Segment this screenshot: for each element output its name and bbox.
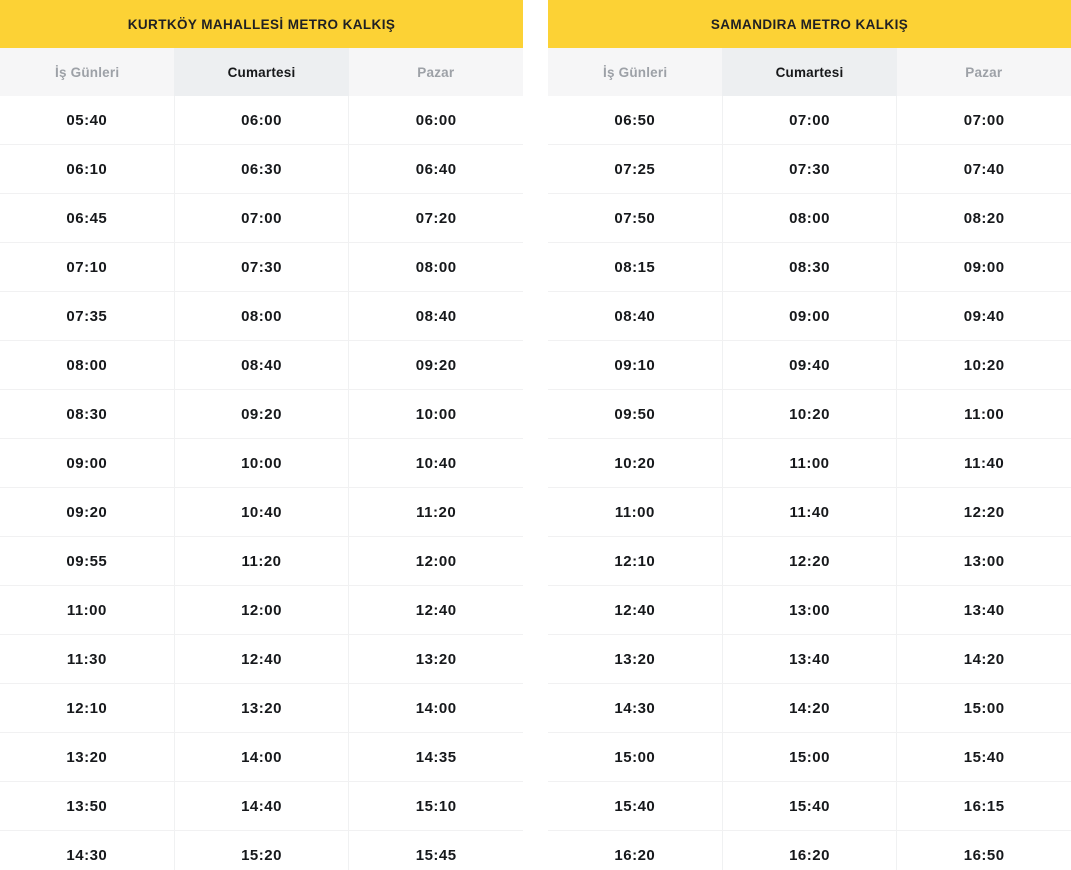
time-cell: 06:00 — [348, 96, 523, 144]
time-cell: 09:20 — [174, 390, 349, 438]
time-cell: 11:40 — [896, 439, 1071, 487]
timetable-body — [548, 96, 1071, 870]
day-header-row — [0, 48, 523, 96]
table-row — [0, 96, 523, 145]
time-cell: 13:00 — [722, 586, 897, 634]
time-cell: 11:20 — [174, 537, 349, 585]
time-cell: 09:55 — [66, 552, 108, 570]
time-cell: 12:40 — [174, 635, 349, 683]
table-row — [0, 635, 523, 684]
time-cell: 07:30 — [722, 145, 897, 193]
time-cell: 15:40 — [722, 782, 897, 830]
table-row — [548, 537, 1071, 586]
table-row — [0, 194, 523, 243]
time-cell: 15:00 — [896, 684, 1071, 732]
time-cell: 14:20 — [896, 635, 1071, 683]
table-row — [548, 831, 1071, 870]
time-cell: 07:40 — [896, 145, 1071, 193]
time-cell: 09:40 — [722, 341, 897, 389]
table-row — [548, 341, 1071, 390]
table-row — [0, 782, 523, 831]
time-cell: 13:20 — [348, 635, 523, 683]
time-cell: 07:00 — [722, 96, 897, 144]
time-cell: 07:00 — [174, 194, 349, 242]
time-cell: 11:40 — [722, 488, 897, 536]
table-row — [0, 733, 523, 782]
table-title-bar — [548, 0, 1071, 48]
time-cell: 06:30 — [174, 145, 349, 193]
time-cell: 06:40 — [348, 145, 523, 193]
time-cell: 07:30 — [174, 243, 349, 291]
time-cell: 09:00 — [66, 454, 108, 472]
time-cell: 09:00 — [722, 292, 897, 340]
time-cell: 06:45 — [66, 209, 108, 227]
time-cell: 08:40 — [614, 307, 656, 325]
table-row — [0, 292, 523, 341]
tab-sunday[interactable]: Pazar — [417, 64, 455, 80]
time-cell: 08:30 — [722, 243, 897, 291]
table-row — [0, 390, 523, 439]
time-cell: 08:40 — [348, 292, 523, 340]
time-cell: 07:00 — [896, 96, 1071, 144]
time-cell: 08:00 — [174, 292, 349, 340]
time-cell: 10:20 — [614, 454, 656, 472]
time-cell: 12:10 — [614, 552, 656, 570]
table-row — [0, 439, 523, 488]
table-row — [0, 684, 523, 733]
time-cell: 08:00 — [722, 194, 897, 242]
tab-sunday[interactable]: Pazar — [965, 64, 1003, 80]
time-cell: 09:10 — [614, 356, 656, 374]
table-title: KURTKÖY MAHALLESİ METRO KALKIŞ — [127, 16, 396, 32]
time-cell: 08:00 — [66, 356, 108, 374]
time-cell: 10:00 — [348, 390, 523, 438]
time-cell: 11:00 — [66, 601, 107, 619]
table-row — [0, 145, 523, 194]
time-cell: 07:25 — [614, 160, 656, 178]
time-cell: 14:40 — [174, 782, 349, 830]
table-row — [548, 96, 1071, 145]
timetable-samandira — [548, 0, 1071, 870]
time-cell: 15:00 — [722, 733, 897, 781]
time-cell: 15:10 — [348, 782, 523, 830]
table-row — [0, 341, 523, 390]
time-cell: 12:00 — [348, 537, 523, 585]
time-cell: 08:40 — [174, 341, 349, 389]
timetable-kurtkoy — [0, 0, 523, 870]
time-cell: 10:20 — [896, 341, 1071, 389]
time-cell: 07:35 — [66, 307, 108, 325]
time-cell: 11:00 — [896, 390, 1071, 438]
table-row — [0, 586, 523, 635]
time-cell: 16:20 — [614, 846, 656, 864]
table-row — [548, 586, 1071, 635]
time-cell: 08:30 — [66, 405, 108, 423]
time-cell: 12:10 — [66, 699, 108, 717]
time-cell: 15:40 — [614, 797, 656, 815]
table-row — [548, 145, 1071, 194]
table-row — [0, 243, 523, 292]
table-row — [548, 243, 1071, 292]
table-row — [548, 390, 1071, 439]
table-row — [548, 635, 1071, 684]
time-cell: 09:40 — [896, 292, 1071, 340]
table-row — [548, 439, 1071, 488]
time-cell: 14:30 — [66, 846, 108, 864]
time-cell: 12:40 — [348, 586, 523, 634]
table-row — [548, 292, 1071, 341]
time-cell: 13:40 — [896, 586, 1071, 634]
time-cell: 07:10 — [66, 258, 108, 276]
tab-weekdays[interactable]: İş Günleri — [603, 64, 668, 80]
table-row — [548, 194, 1071, 243]
day-header-row — [548, 48, 1071, 96]
time-cell: 09:00 — [896, 243, 1071, 291]
tab-saturday[interactable]: Cumartesi — [174, 48, 348, 96]
time-cell: 13:20 — [66, 748, 108, 766]
time-cell: 13:20 — [614, 650, 656, 668]
time-cell: 11:20 — [348, 488, 523, 536]
time-cell: 12:00 — [174, 586, 349, 634]
time-cell: 15:20 — [174, 831, 349, 870]
tab-saturday[interactable]: Cumartesi — [722, 48, 896, 96]
table-row — [548, 684, 1071, 733]
time-cell: 10:40 — [348, 439, 523, 487]
time-cell: 12:20 — [722, 537, 897, 585]
table-row — [0, 537, 523, 586]
time-cell: 08:15 — [614, 258, 656, 276]
time-cell: 13:20 — [174, 684, 349, 732]
time-cell: 08:00 — [348, 243, 523, 291]
time-cell: 14:35 — [348, 733, 523, 781]
time-cell: 15:00 — [614, 748, 656, 766]
time-cell: 13:00 — [896, 537, 1071, 585]
table-title-bar — [0, 0, 523, 48]
time-cell: 14:00 — [174, 733, 349, 781]
table-row — [548, 733, 1071, 782]
time-cell: 06:50 — [614, 111, 656, 129]
time-cell: 12:40 — [614, 601, 656, 619]
time-cell: 10:20 — [722, 390, 897, 438]
time-cell: 09:50 — [614, 405, 656, 423]
time-cell: 14:20 — [722, 684, 897, 732]
time-cell: 11:00 — [614, 503, 655, 521]
time-cell: 13:50 — [66, 797, 108, 815]
time-cell: 11:30 — [66, 650, 107, 668]
time-cell: 16:50 — [896, 831, 1071, 870]
table-row — [548, 782, 1071, 831]
time-cell: 14:00 — [348, 684, 523, 732]
time-cell: 07:50 — [614, 209, 656, 227]
time-cell: 05:40 — [66, 111, 108, 129]
time-cell: 08:20 — [896, 194, 1071, 242]
time-cell: 07:20 — [348, 194, 523, 242]
time-cell: 06:10 — [66, 160, 108, 178]
table-row — [0, 831, 523, 870]
timetable-body — [0, 96, 523, 870]
time-cell: 06:00 — [174, 96, 349, 144]
tab-weekdays[interactable]: İş Günleri — [55, 64, 120, 80]
time-cell: 12:20 — [896, 488, 1071, 536]
time-cell: 16:20 — [722, 831, 897, 870]
time-cell: 16:15 — [896, 782, 1071, 830]
time-cell: 15:45 — [348, 831, 523, 870]
table-row — [0, 488, 523, 537]
time-cell: 10:40 — [174, 488, 349, 536]
table-row — [548, 488, 1071, 537]
time-cell: 15:40 — [896, 733, 1071, 781]
time-cell: 09:20 — [348, 341, 523, 389]
time-cell: 09:20 — [66, 503, 108, 521]
table-title: SAMANDIRA METRO KALKIŞ — [710, 16, 909, 32]
time-cell: 10:00 — [174, 439, 349, 487]
time-cell: 13:40 — [722, 635, 897, 683]
time-cell: 14:30 — [614, 699, 656, 717]
time-cell: 11:00 — [722, 439, 897, 487]
